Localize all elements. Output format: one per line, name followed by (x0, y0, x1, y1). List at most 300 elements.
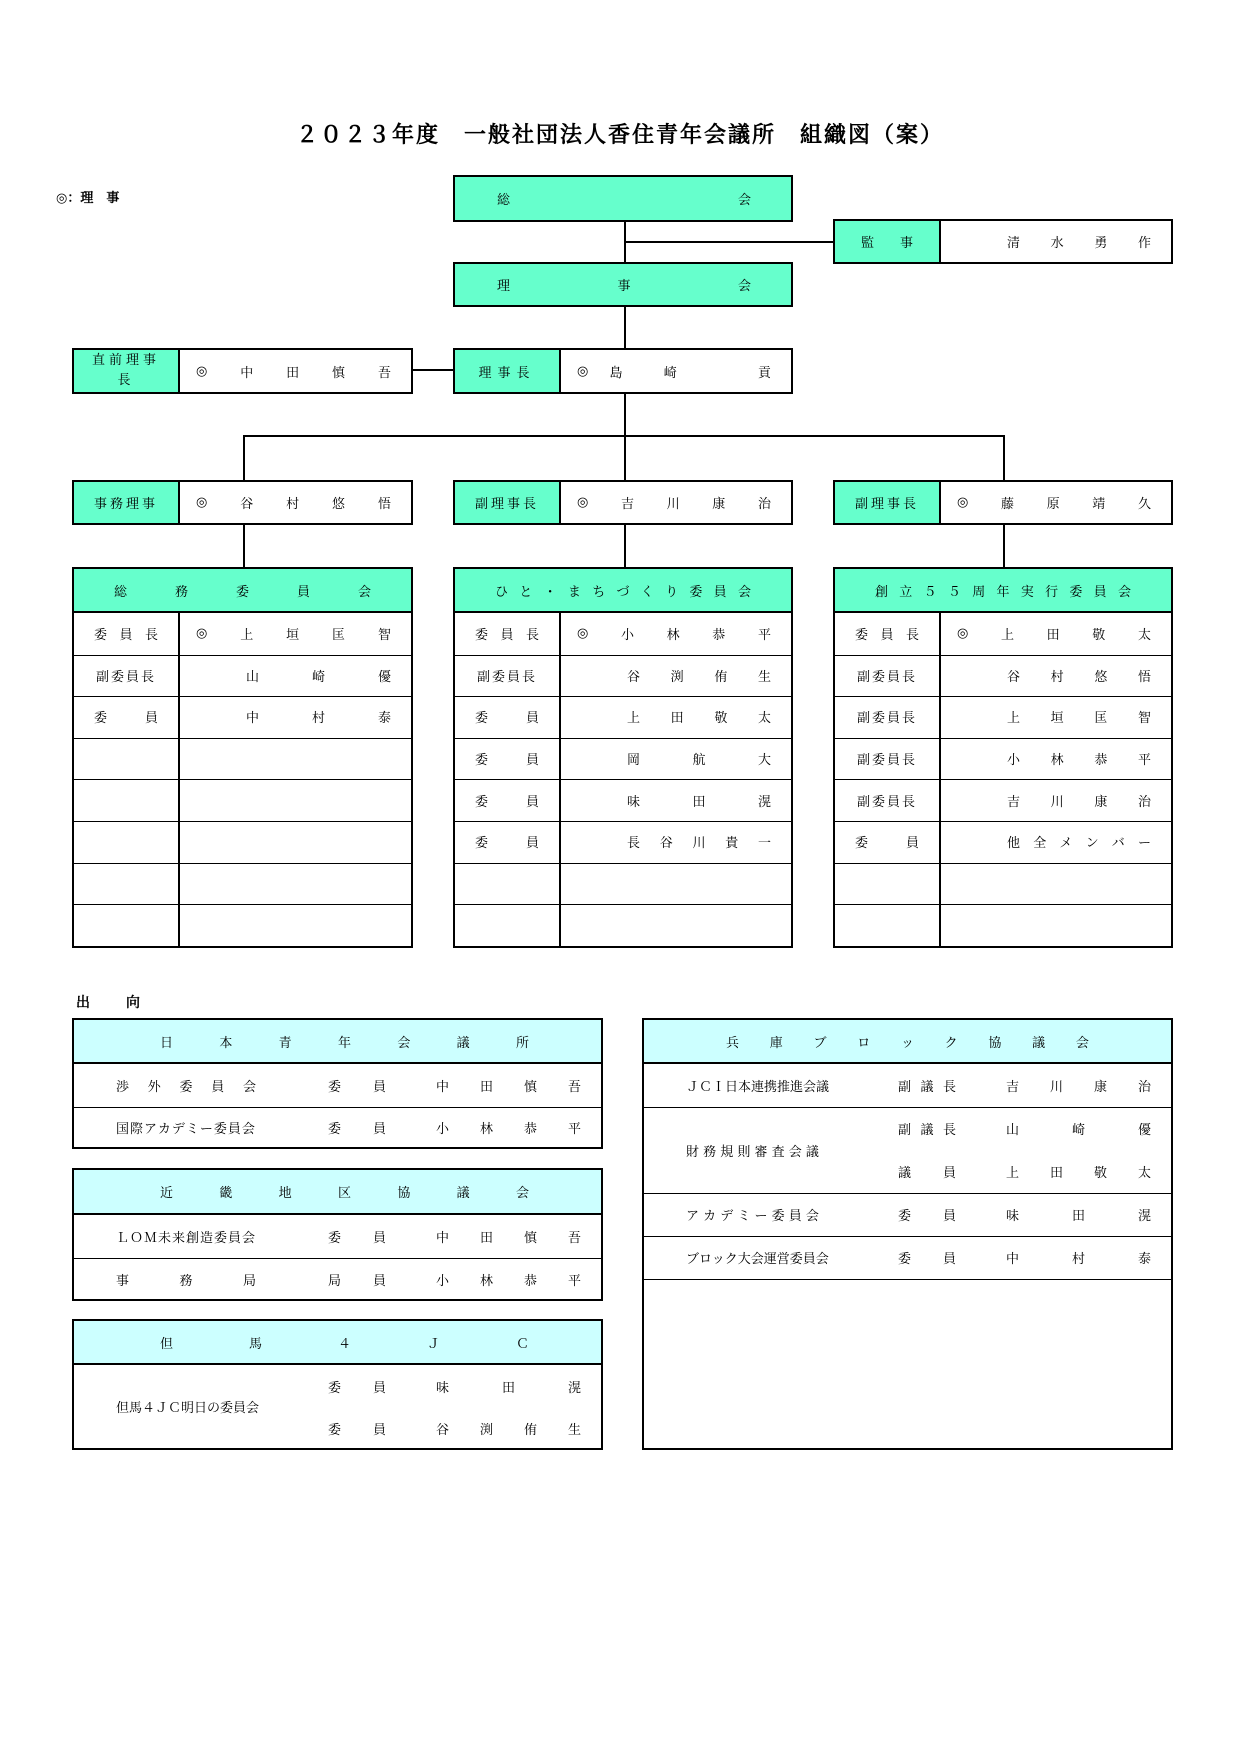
committee-name-char: 村 (1050, 669, 1064, 685)
dispatch-name-char: 中 (436, 1079, 450, 1095)
committee-member-name (180, 655, 411, 697)
committee-name-char: 他 (1007, 836, 1021, 852)
dispatch-name (1006, 1193, 1151, 1236)
committee-name-char: 村 (311, 711, 325, 727)
dispatch-role-char: 委 (898, 1209, 912, 1224)
committee-member-name (561, 655, 791, 697)
dispatch-committee (116, 1107, 286, 1150)
committee-name-char: 小 (620, 628, 634, 644)
dispatch-name (436, 1064, 581, 1107)
connector-left-officer (243, 435, 245, 481)
dispatch-title-char: ４ (337, 1336, 351, 1352)
dispatch-committee-char: 会 (242, 1079, 256, 1095)
committee-name-char: 山 (246, 669, 260, 685)
board-char: 事 (617, 279, 631, 294)
dispatch-name-char: 中 (436, 1231, 450, 1246)
president-label: 理事長 (478, 365, 536, 381)
committee-name-char: 治 (1137, 794, 1151, 810)
connector-horizontal-officers (243, 435, 1005, 437)
past-president-label: 直前理事長 (91, 353, 160, 388)
auditor-label-char: 事 (899, 236, 913, 251)
dispatch-role (328, 1408, 386, 1450)
committee-member-name (561, 904, 791, 946)
dispatch-role-char: 副 (898, 1123, 912, 1138)
committee-role-char: 委 (855, 836, 869, 852)
dispatch-name-char: 太 (1137, 1166, 1151, 1181)
committee-name-char: 貴 (725, 836, 739, 852)
committee-role-char: 委 (475, 711, 489, 727)
committee-role-char: 員 (525, 836, 539, 852)
committee-role (74, 613, 178, 655)
officer-name-char: ◎ (957, 495, 969, 510)
committee-name-char: 渕 (670, 669, 684, 685)
dispatch-role-char: 議 (920, 1123, 934, 1138)
dispatch-name-char: 田 (501, 1380, 515, 1396)
dispatch-name (1006, 1236, 1151, 1279)
dispatch-role-char: 員 (942, 1252, 956, 1267)
committee-title-char: 立 (899, 584, 913, 600)
committee-name-char: ◎ (957, 626, 969, 642)
dispatch-title-char: 会 (397, 1035, 411, 1051)
committee-role-char: 員 (500, 628, 514, 644)
dispatch-name-char: 田 (1071, 1209, 1085, 1224)
past-president-name-char: 慎 (332, 365, 346, 381)
officer-name-char: 悟 (377, 497, 391, 512)
connector-committee-right (1003, 524, 1005, 568)
committee-role-char: 員 (880, 628, 894, 644)
committee-title-char: 総 (114, 584, 128, 600)
auditor-name-char: 勇 (1094, 236, 1108, 251)
connector-soukai-rijikai (624, 222, 626, 264)
committee-role (835, 738, 939, 780)
dispatch-title-char: 年 (337, 1035, 351, 1051)
committee-role (74, 738, 178, 780)
committee-title-char: ５ (947, 584, 961, 600)
dispatch-name (436, 1107, 581, 1150)
committee-role-char: 委 (475, 794, 489, 810)
committee-name-char: 敬 (1092, 628, 1106, 644)
dispatch-committee: ア カ デ ミ ー 委 員 会 (686, 1209, 819, 1224)
dispatch-role-char: 員 (942, 1209, 956, 1224)
dispatch-title-char: 庫 (769, 1035, 783, 1051)
officer-label: 事務理事 (93, 497, 158, 512)
committee-title-char: 委 (1069, 584, 1083, 600)
connector-committee-left (243, 524, 245, 568)
committee-name-char: 上 (1000, 628, 1014, 644)
dispatch-name (1006, 1064, 1151, 1107)
dispatch-name-char: 平 (567, 1122, 581, 1138)
kinki-council-box (72, 1168, 603, 1301)
committee-box (833, 567, 1173, 948)
committee-role-char: 員 (525, 711, 539, 727)
committee-role-char: 長 (525, 628, 539, 644)
committee-role (455, 904, 559, 946)
committee-name-char: 平 (757, 628, 771, 644)
committee-title (114, 581, 371, 600)
dispatch-name-char: 田 (479, 1079, 493, 1095)
dispatch-name-char: 吾 (567, 1231, 581, 1246)
committee-title-char: ５ (923, 584, 937, 600)
committee-role-char: 長 (144, 628, 158, 644)
dispatch-title-char: ッ (900, 1035, 914, 1051)
dispatch-title-char: 会 (515, 1186, 529, 1201)
president-box (453, 348, 793, 394)
dispatch-name-char: 優 (1137, 1123, 1151, 1138)
dispatch-role (328, 1365, 386, 1407)
dispatch-role-char: 議 (898, 1166, 912, 1181)
committee-member-name (941, 696, 1171, 738)
committee-name-char: 航 (692, 753, 706, 769)
dispatch-name-char: 崎 (1071, 1123, 1085, 1138)
dispatch-title-char: ロ (857, 1035, 871, 1051)
committee-role (455, 696, 559, 738)
committee-title-char: 会 (737, 584, 751, 600)
dispatch-title-char: 近 (160, 1186, 174, 1201)
committee-title-char: 年 (996, 584, 1010, 600)
dispatch-committee (116, 1258, 256, 1301)
dispatch-committee-char: 局 (242, 1274, 256, 1289)
dispatch-label (76, 992, 140, 1012)
committee-title-char: ・ (543, 584, 557, 600)
legend: ◎：理 事 (56, 191, 120, 206)
president-name-char: ◎ (577, 363, 589, 379)
committee-name-char: 川 (1050, 794, 1064, 810)
committee-member-name (561, 613, 791, 655)
committee-member-name (941, 613, 1171, 655)
committee-name-char: 上 (240, 628, 254, 644)
committee-name-char: 平 (1137, 753, 1151, 769)
tajima-committee: 但馬４ＪＣ明日の委員会 (116, 1401, 260, 1416)
dispatch-role-char: 員 (372, 1380, 386, 1396)
committee-title-char: 創 (875, 584, 889, 600)
committee-title-char: 周 (972, 584, 986, 600)
dispatch-title-char: 協 (988, 1035, 1002, 1051)
committee-name-char: 敬 (714, 711, 728, 727)
page-title: ２０２３年度 一般社団法人香住青年会議所 組織図（案） (295, 123, 944, 148)
officer-name-char: 久 (1137, 497, 1151, 512)
committee-member-name (561, 779, 791, 821)
board-char: 理 (497, 279, 511, 294)
committee-role-char: 長 (905, 628, 919, 644)
officer-label: 副理事長 (474, 497, 539, 512)
dispatch-committee-char: 事 (116, 1274, 130, 1289)
committee-name-char: ◎ (196, 626, 208, 642)
dispatch-committee-char: 務 (179, 1274, 193, 1289)
dispatch-name-char: 上 (1006, 1166, 1020, 1181)
committee-title-char: と (519, 584, 533, 600)
dispatch-name-char: 小 (436, 1122, 450, 1138)
officer-label: 副理事長 (854, 497, 919, 512)
connector-rijikai-rijicho (624, 306, 626, 350)
dispatch-title-char: 本 (219, 1035, 233, 1051)
dispatch-title-char: ブ (813, 1035, 827, 1051)
committee-title-char: づ (616, 584, 630, 600)
dispatch-name-char: 田 (1049, 1166, 1063, 1181)
board-char: 会 (737, 279, 751, 294)
officer-name-char: 谷 (240, 497, 254, 512)
dispatch-name-char: 滉 (1137, 1209, 1151, 1224)
jaycee-japan-box (72, 1018, 603, 1149)
dispatch-name-char: 恭 (523, 1122, 537, 1138)
committee-name-char: 田 (692, 794, 706, 810)
dispatch-role-char: 長 (942, 1123, 956, 1138)
committee-member-name (180, 821, 411, 863)
dispatch-role-char: 委 (328, 1423, 342, 1438)
committee-name-char: 泰 (377, 711, 391, 727)
dispatch-role (898, 1193, 956, 1236)
dispatch-role-char: 副 (898, 1080, 912, 1095)
dispatch-committee-char: ＬＯＭ未来創造委員会 (116, 1231, 257, 1246)
committee-role-char: 委 (94, 711, 108, 727)
dispatch-role-char: 員 (372, 1423, 386, 1438)
dispatch-title-char: 議 (1032, 1035, 1046, 1051)
committee-role-char: 副委員長 (476, 669, 537, 685)
officer-box (453, 480, 793, 525)
officer-name-char: 原 (1046, 497, 1060, 512)
committee-title-char: 委 (689, 584, 703, 600)
officer-box (72, 480, 413, 525)
dispatch-name (1006, 1107, 1151, 1150)
dispatch-name-char: 泰 (1137, 1252, 1151, 1267)
committee-role (455, 821, 559, 863)
dispatch-role-char: 委 (328, 1122, 342, 1138)
dispatch-role (328, 1107, 386, 1150)
committee-role (835, 904, 939, 946)
committee-role-char: 副委員長 (856, 711, 917, 727)
committee-title-char: 会 (1117, 584, 1131, 600)
committee-title-char: 員 (1093, 584, 1107, 600)
committee-name-char: バ (1111, 836, 1125, 852)
committee-role (74, 779, 178, 821)
dispatch-name-char: 中 (1006, 1252, 1020, 1267)
dispatch-role-char: 議 (920, 1080, 934, 1095)
committee-name-char: 谷 (627, 669, 641, 685)
connector-right-officer (1003, 435, 1005, 481)
committee-role (835, 821, 939, 863)
committee-name-char: 生 (757, 669, 771, 685)
general-assembly-box (453, 175, 793, 222)
committee-member-name (180, 904, 411, 946)
dispatch-role-char: 委 (898, 1252, 912, 1267)
dispatch-name-char: 滉 (567, 1380, 581, 1396)
dispatch-title-char: 区 (337, 1186, 351, 1201)
committee-name-char: 侑 (714, 669, 728, 685)
officer-name-char: ◎ (577, 495, 589, 510)
dispatch-title-char: ク (944, 1035, 958, 1051)
committee-role (74, 863, 178, 905)
committee-name-char: 一 (757, 836, 771, 852)
committee-member-name (941, 821, 1171, 863)
dispatch-name-char: 慎 (523, 1231, 537, 1246)
dispatch-name-char: 康 (1093, 1080, 1107, 1095)
dispatch-name-char: 川 (1049, 1080, 1063, 1095)
hyogo-block-box (642, 1018, 1173, 1450)
committee-name-char: 谷 (659, 836, 673, 852)
officer-name-char: 治 (757, 497, 771, 512)
committee-role (74, 655, 178, 697)
dispatch-role-char: 員 (942, 1166, 956, 1181)
auditor-name-char: 作 (1137, 236, 1151, 251)
committee-name-char: 垣 (1050, 711, 1064, 727)
dispatch-title-char: 兵 (726, 1035, 740, 1051)
officer-name-char: 康 (712, 497, 726, 512)
officer-name-char: ◎ (196, 495, 208, 510)
dispatch-committee-char: 員 (211, 1079, 225, 1095)
committee-role-char: 副委員長 (856, 794, 917, 810)
dispatch-committee-char: 国際アカデミー委員会 (116, 1122, 256, 1138)
dispatch-name (436, 1215, 581, 1258)
committee-name-char: 川 (692, 836, 706, 852)
dispatch-name-char: 敬 (1093, 1166, 1107, 1181)
dispatch-name-char: 田 (479, 1231, 493, 1246)
committee-name-char: 智 (1137, 711, 1151, 727)
officer-name-char: 吉 (620, 497, 634, 512)
committee-name-char: 悠 (1094, 669, 1108, 685)
dispatch-role-char: 員 (372, 1231, 386, 1246)
committee-role-char: 員 (119, 628, 133, 644)
committee-name-char: 上 (627, 711, 641, 727)
dispatch-title-char: 議 (456, 1035, 470, 1051)
committee-role (74, 696, 178, 738)
committee-name-char: 谷 (1007, 669, 1021, 685)
committee-role (835, 696, 939, 738)
committee-member-name (941, 779, 1171, 821)
committee-name-char: 悟 (1137, 669, 1151, 685)
auditor-label-char: 監 (861, 236, 875, 251)
dispatch-title-char: 所 (515, 1035, 529, 1051)
dispatch-title-char: 但 (160, 1336, 174, 1352)
committee-name-char: 林 (666, 628, 680, 644)
connector-kansa (624, 241, 834, 243)
committee-role (455, 863, 559, 905)
committee-title-char: 員 (713, 584, 727, 600)
committee-name-char: 垣 (286, 628, 300, 644)
dispatch-role-char: 員 (372, 1122, 386, 1138)
dispatch-role (898, 1107, 956, 1150)
dispatch-committee (116, 1064, 256, 1107)
committee-name-char: 田 (1046, 628, 1060, 644)
committee-role-char: 委 (94, 628, 108, 644)
dispatch-name-char: 小 (436, 1274, 450, 1289)
committee-role (455, 738, 559, 780)
president-name-char: 貢 (757, 365, 771, 381)
committee-name-char: 田 (670, 711, 684, 727)
committee-role-char: 員 (525, 753, 539, 769)
dispatch-name (436, 1365, 581, 1407)
committee-role (835, 655, 939, 697)
dispatch-name-char: 平 (567, 1274, 581, 1289)
dispatch-role-char: 委 (328, 1231, 342, 1246)
auditor-name-char: 清 (1007, 236, 1021, 251)
officer-name-char: 靖 (1092, 497, 1106, 512)
dispatch-role-char: 委 (328, 1380, 342, 1396)
committee-box (72, 567, 413, 948)
committee-title-char: ち (592, 584, 606, 600)
committee-name-char: ー (1137, 836, 1151, 852)
committee-role-char: 委 (475, 836, 489, 852)
dispatch-name-char: 山 (1006, 1123, 1020, 1138)
committee-role (835, 863, 939, 905)
committee-name-char: 上 (1007, 711, 1021, 727)
committee-member-name (180, 613, 411, 655)
dispatch-name-char: 味 (436, 1380, 450, 1396)
committee-name-char: 康 (1094, 794, 1108, 810)
committee-name-char: 全 (1033, 836, 1047, 852)
committee-name-char: ◎ (577, 626, 589, 642)
dispatch-role-char: 委 (328, 1079, 342, 1095)
officer-name-char: 悠 (332, 497, 346, 512)
dispatch-title-char: Ｃ (515, 1336, 529, 1352)
dispatch-title-char: 会 (1075, 1035, 1089, 1051)
dispatch-name (1006, 1150, 1151, 1193)
committee-name-char: 太 (757, 711, 771, 727)
committee-name-char: 崎 (311, 669, 325, 685)
dispatch-name-char: 村 (1071, 1252, 1085, 1267)
committee-name-char: メ (1059, 836, 1073, 852)
general-assembly-char: 総 (497, 193, 511, 208)
dispatch-name-char: 渕 (479, 1423, 493, 1438)
dispatch-title-char: 畿 (219, 1186, 233, 1201)
committee-name-char: 優 (377, 669, 391, 685)
dispatch-role (898, 1236, 956, 1279)
dispatch-title-char: 議 (456, 1186, 470, 1201)
connector-committee-mid (624, 524, 626, 568)
connector-chokuzen (412, 369, 454, 371)
committee-title-char: く (640, 584, 654, 600)
committee-title (495, 581, 751, 600)
committee-name-char: 林 (1050, 753, 1064, 769)
auditor-name-char: 水 (1050, 236, 1064, 251)
committee-name-char: 長 (627, 836, 641, 852)
committee-role (74, 821, 178, 863)
past-president-name-char: 中 (240, 365, 254, 381)
committee-name-char: 恭 (712, 628, 726, 644)
dispatch-label-char: 向 (126, 995, 140, 1011)
dispatch-label-char: 出 (76, 995, 90, 1011)
general-assembly-char: 会 (737, 193, 751, 208)
officer-name-char: 川 (666, 497, 680, 512)
committee-title-char: 務 (174, 584, 188, 600)
committee-member-name (941, 655, 1171, 697)
past-president-box (72, 348, 413, 394)
committee-name-char: 吉 (1007, 794, 1021, 810)
dispatch-role (328, 1064, 386, 1107)
dispatch-title-char: Ｊ (426, 1336, 440, 1352)
committee-member-name (561, 821, 791, 863)
dispatch-committee (116, 1215, 286, 1258)
committee-member-name (941, 738, 1171, 780)
dispatch-name-char: 恭 (523, 1274, 537, 1289)
dispatch-title-char: 馬 (248, 1336, 262, 1352)
committee-title-char: 行 (1045, 584, 1059, 600)
dispatch-title-char: 日 (160, 1035, 174, 1051)
dispatch-name-char: 吾 (567, 1079, 581, 1095)
dispatch-committee-char: 外 (147, 1079, 161, 1095)
committee-title-char: ま (567, 584, 581, 600)
dispatch-role-char: 局 (328, 1274, 342, 1289)
committee-member-name (180, 863, 411, 905)
dispatch-committee: 財 務 規 則 審 査 会 議 (686, 1144, 819, 1160)
dispatch-committee-char: 渉 (116, 1079, 130, 1095)
president-name-char: 島 (609, 365, 623, 381)
committee-role-char: 委 (855, 628, 869, 644)
dispatch-role-char: 員 (372, 1274, 386, 1289)
committee-name-char: 滉 (757, 794, 771, 810)
committee-role-char: 委 (475, 753, 489, 769)
committee-role (835, 613, 939, 655)
committee-member-name (941, 904, 1171, 946)
officer-name-char: 藤 (1000, 497, 1014, 512)
